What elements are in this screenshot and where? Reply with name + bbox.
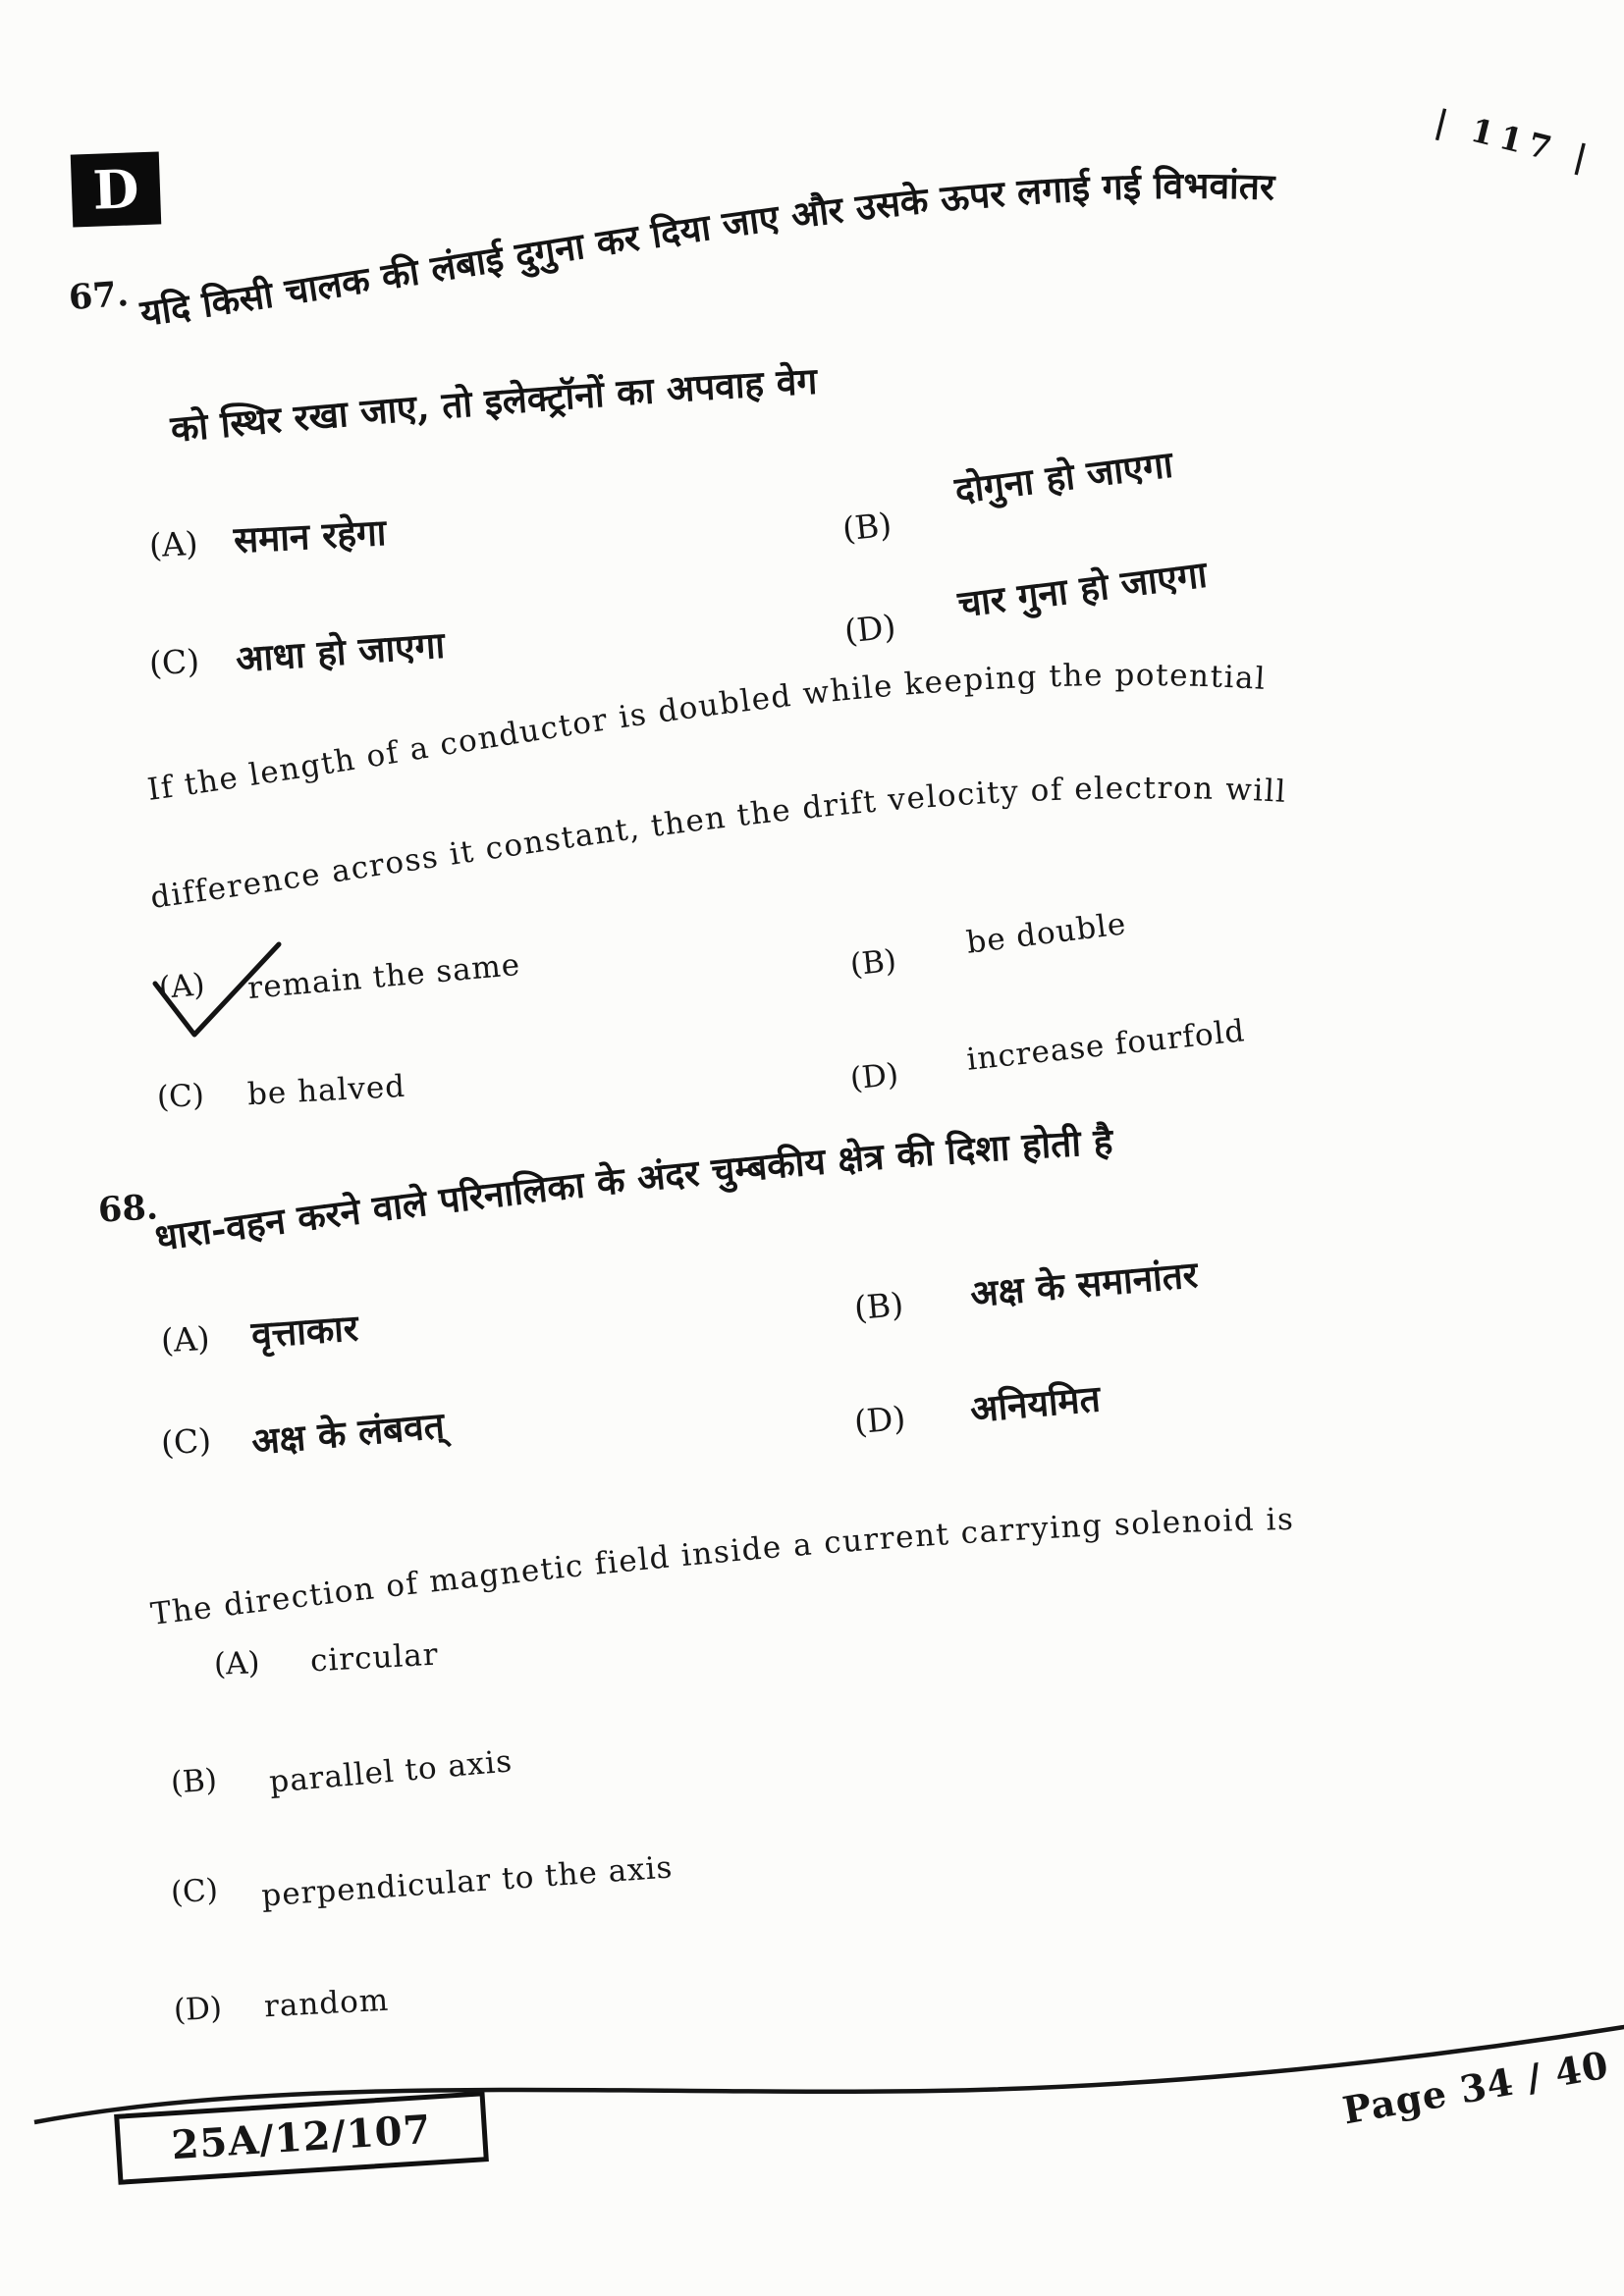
q68-en-option-b-text: parallel to axis xyxy=(267,1743,514,1800)
q68-hi-option-b-label: (B) xyxy=(852,1284,905,1328)
page-number-label: Page 34 / 40 xyxy=(1339,2042,1613,2133)
q68-en-option-b-label: (B) xyxy=(169,1762,219,1801)
q67-hi-option-a-text: समान रहेगा xyxy=(232,509,388,562)
q67-hi-option-d-text: चार गुना हो जाएगा xyxy=(955,552,1210,626)
q68-en-option-a-text: circular xyxy=(309,1636,440,1680)
q68-hi-option-a-label: (A) xyxy=(160,1318,211,1361)
q68-hi-option-c-label: (C) xyxy=(159,1420,213,1463)
question-67-number: 67. xyxy=(67,273,131,319)
q67-hi-option-d-label: (D) xyxy=(842,607,898,651)
q68-en-option-c-label: (C) xyxy=(169,1872,220,1911)
q68-en-option-d-text: random xyxy=(263,1982,391,2025)
q67-en-option-b-label: (B) xyxy=(848,942,898,984)
q68-en-option-c-text: perpendicular to the axis xyxy=(260,1849,675,1914)
q67-hindi-line2: को स्थिर रखा जाए, तो इलेक्ट्रॉनों का अपवाह वेग xyxy=(168,358,819,451)
page-ref-number: | 117 | xyxy=(1431,101,1598,179)
q67-en-option-a-text: remain the same xyxy=(245,946,522,1007)
q67-en-option-c-label: (C) xyxy=(156,1077,205,1116)
q67-english-line1: If the length of a conductor is doubled while keeping the potential xyxy=(145,657,1268,808)
q67-en-option-d-label: (D) xyxy=(848,1056,900,1097)
q67-hi-option-b-label: (B) xyxy=(840,505,893,549)
q67-hi-option-c-label: (C) xyxy=(148,641,200,683)
q68-en-option-a-label: (A) xyxy=(213,1645,261,1682)
q67-hi-option-c-text: आधा हो जाएगा xyxy=(234,622,447,681)
q68-hindi-line: धारा-वहन करने वाले परिनालिका के अंदर चुम्बकीय क्षेत्र की दिशा होती है xyxy=(152,1119,1114,1259)
booklet-code-badge xyxy=(71,151,162,227)
question-68-number: 68. xyxy=(96,1187,159,1231)
paper-code-box xyxy=(114,2091,489,2185)
q68-english-line: The direction of magnetic field inside a current carrying solenoid is xyxy=(148,1501,1295,1632)
q67-hi-option-a-label: (A) xyxy=(148,523,199,565)
q67-hindi-line1: यदि किसी चालक की लंबाई दुगुना कर दिया जाए और उसके ऊपर लगाई गई विभवांतर xyxy=(137,163,1276,335)
q67-en-option-d-text: increase fourfold xyxy=(964,1013,1247,1078)
q68-hi-option-a-text: वृत्ताकार xyxy=(249,1306,360,1357)
q68-hi-option-b-text: अक्ष के समानांतर xyxy=(968,1252,1200,1316)
paper-code: 25A/12/107 xyxy=(170,2106,433,2169)
q67-hi-option-b-text: दोगुना हो जाएगा xyxy=(952,442,1175,512)
q67-en-option-a-label: (A) xyxy=(157,967,207,1006)
q68-en-option-d-label: (D) xyxy=(173,1990,223,2029)
q68-hi-option-d-label: (D) xyxy=(852,1398,907,1442)
q67-english-line2: difference across it constant, then the drift velocity of electron will xyxy=(148,771,1288,916)
booklet-code-letter: D xyxy=(91,157,140,222)
q68-hi-option-c-text: अक्ष के लंबवत् xyxy=(249,1403,447,1464)
q67-en-option-c-text: be halved xyxy=(246,1068,406,1113)
q68-hi-option-d-text: अनियमित xyxy=(968,1376,1103,1431)
q67-en-option-b-text: be double xyxy=(964,906,1129,961)
